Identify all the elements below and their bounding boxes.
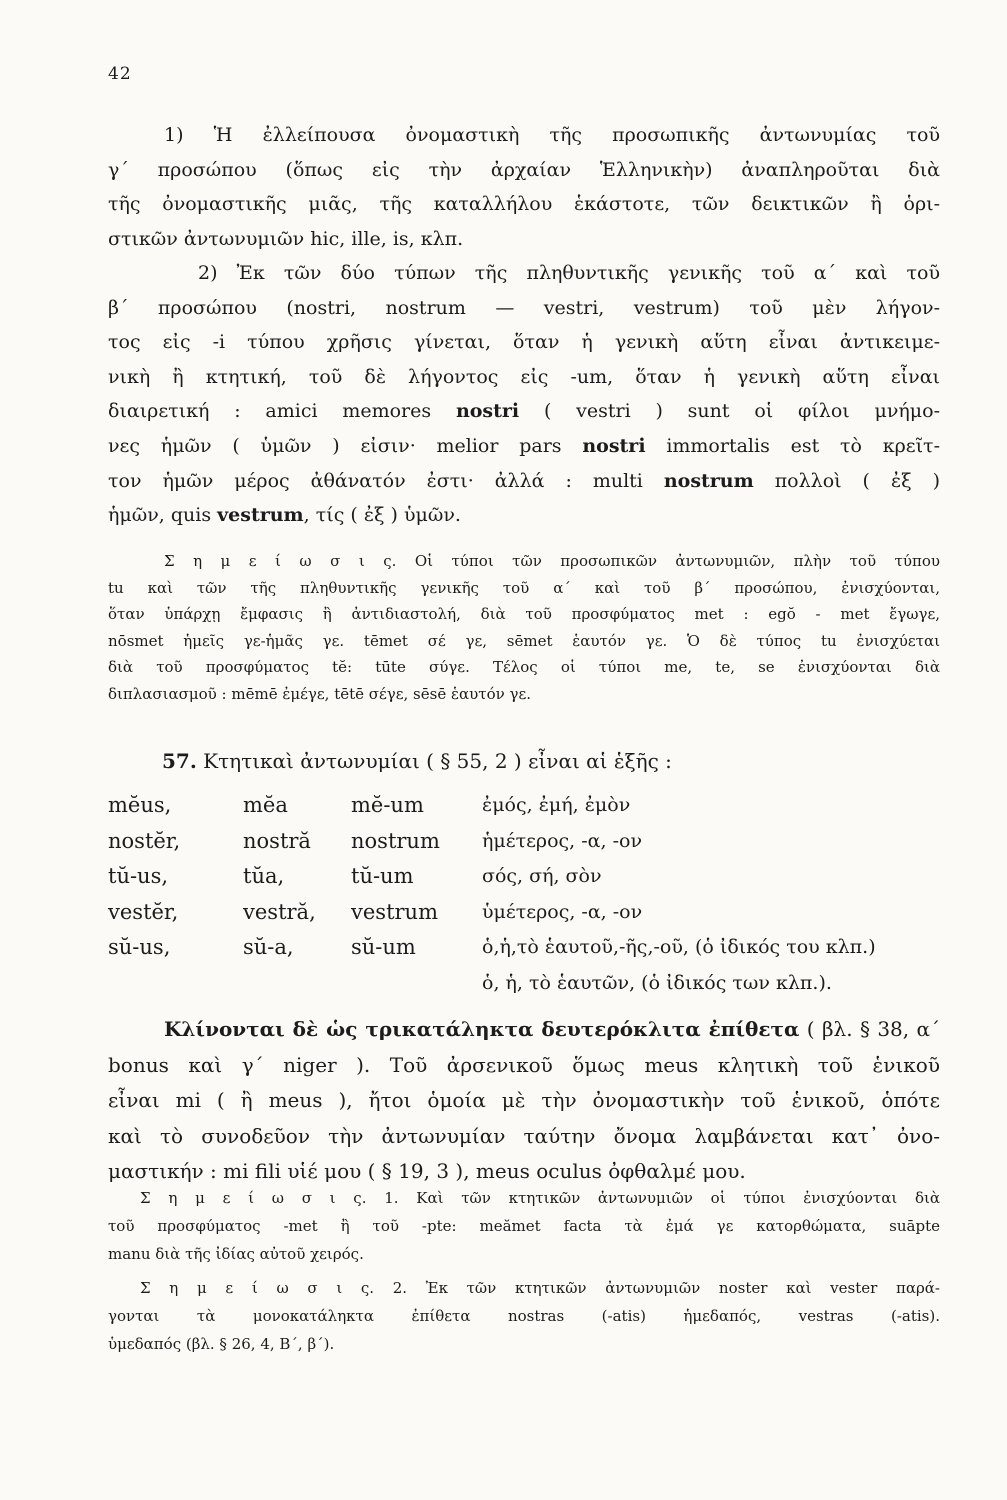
table-row xyxy=(108,930,940,966)
page-number: 42 xyxy=(108,64,132,84)
text-line: bonus καὶ γ΄ niger ). Τοῦ ἀρσενικοῦ ὅμως meus κλητικὴ τοῦ ἑνικοῦ xyxy=(108,1052,940,1077)
table-cell: tŭ-um xyxy=(351,864,414,888)
text-segment: immortalis est τὸ κρεῖτ- xyxy=(645,434,940,457)
note-line: Σ η μ ε ί ω σ ι ς. 1. Καὶ τῶν κτητικῶν ἀντωνυμιῶν οἱ τύποι ἐνισχύονται διὰ xyxy=(140,1189,940,1207)
text-segment: νες ἡμῶν ( ὑμῶν ) εἰσιν· melior pars xyxy=(108,434,583,457)
table-cell: sŭ-a, xyxy=(243,935,294,959)
section-57-heading xyxy=(108,744,940,778)
table-row xyxy=(108,895,940,931)
table-cell: mĕa xyxy=(243,793,288,817)
text-segment: , τίς ( ἐξ ) ὑμῶν. xyxy=(303,504,461,527)
table-row xyxy=(108,859,940,895)
text-line xyxy=(108,394,940,429)
table-cell: nostĕr, xyxy=(108,828,181,853)
text-segment: διαιρετική : amici memores xyxy=(108,400,456,423)
text-line: μαστικήν : mi fili υἱέ μου ( § 19, 3 ), meus oculus ὀφθαλμέ μου. xyxy=(108,1159,746,1183)
text-line xyxy=(108,498,940,533)
note-line: nōsmet ἡμεῖς γε-ἡμᾶς γε. tēmet σέ γε, sēmet ἑαυτόν γε. Ὁ δὲ τύπος tu ἐνισχύεται xyxy=(108,631,940,650)
possessive-table xyxy=(108,788,940,1001)
text-line: 1) Ἡ ἐλλείπουσα ὀνομαστικὴ τῆς προσωπικῆς ἀντωνυμίας τοῦ xyxy=(164,124,940,146)
table-cell: mĕus, xyxy=(108,793,172,817)
note-1 xyxy=(108,548,940,707)
note-2 xyxy=(108,1184,940,1268)
text-line xyxy=(108,1012,940,1048)
text-line: τος εἰς -i τύπου χρῆσις γίνεται, ὅταν ἡ γενικὴ αὕτη εἶναι ἀντικειμε- xyxy=(108,331,940,354)
note-line: Σ η μ ε ί ω σ ι ς. Οἱ τύποι τῶν προσωπικῶν ἀντωνυμιῶν, πλὴν τοῦ τύπου xyxy=(164,552,940,570)
section-title: Κτητικαὶ ἀντωνυμίαι ( § 55, 2 ) εἶναι αἱ ἑξῆς : xyxy=(203,749,672,773)
text-line: β΄ προσώπου (nostri, nostrum — vestri, vestrum) τοῦ μὲν λήγον- xyxy=(108,296,940,319)
table-cell: mĕ-um xyxy=(351,793,424,817)
note-line: διπλασιασμοῦ : mēmē ἐμέγε, tētē σέγε, sēsē ἑαυτόν γε. xyxy=(108,684,531,703)
text-segment: ἡμῶν, quis xyxy=(108,504,218,527)
table-cell: ὁ,ἡ,τὸ ἑαυτοῦ,-ῆς,-οῦ, (ὁ ἰδικός του κλπ.) xyxy=(482,936,876,958)
table-cell: vestrum xyxy=(351,899,438,924)
table-cell: ἐμός, ἐμή, ἐμὸν xyxy=(482,794,631,816)
table-cell: sŭ-us, xyxy=(108,935,171,959)
paragraph-2 xyxy=(108,256,940,533)
text-segment: τον ἡμῶν μέρος ἀθάνατόν ἐστι· ἀλλά : multi xyxy=(108,469,664,492)
note-line: Σ η μ ε ί ω σ ι ς. 2. Ἐκ τῶν κτητικῶν ἀντωνυμιῶν noster καὶ vester παρά- xyxy=(140,1279,940,1297)
table-row xyxy=(108,788,940,824)
text-segment: ( βλ. § 38, α΄ xyxy=(799,1017,940,1041)
text-line: νικὴ ἢ κτητική, τοῦ δὲ λήγοντος εἰς -um, ὅταν ἡ γενικὴ αὕτη εἶναι xyxy=(108,365,940,388)
note-3 xyxy=(108,1274,940,1358)
text-segment: πολλοὶ ( ἐξ ) xyxy=(753,469,940,492)
text-line: γ΄ προσώπου (ὅπως εἰς τὴν ἀρχαίαν Ἑλληνικὴν) ἀναπληροῦται διὰ xyxy=(108,158,940,181)
note-line: τοῦ προσφύματος -met ἢ τοῦ -pte: meămet facta τὰ ἐμά γε κατορθώματα, suāpte xyxy=(108,1217,940,1235)
text-line: 2) Ἐκ τῶν δύο τύπων τῆς πληθυντικῆς γενικῆς τοῦ α΄ καὶ τοῦ xyxy=(198,262,940,284)
paragraph-3 xyxy=(108,1012,940,1190)
text-line: καὶ τὸ συνοδεῦον τὴν ἀντωνυμίαν ταύτην ὄνομα λαμβάνεται κατ᾿ ὀνο- xyxy=(108,1123,940,1148)
note-line: manu διὰ τῆς ἰδίας αὐτοῦ χειρός. xyxy=(108,1245,364,1263)
text-line xyxy=(108,429,940,464)
table-cell: ἡμέτερος, -α, -ον xyxy=(482,829,642,852)
text-line xyxy=(108,464,940,499)
note-line: γονται τὰ μονοκατάληκτα ἐπίθετα nostras (-atis) ἡμεδαπός, vestras (-atis). xyxy=(108,1307,940,1325)
table-cell: nostrum xyxy=(351,828,440,853)
table-cell: vestĕr, xyxy=(108,899,179,924)
table-cell: ὁ, ἡ, τὸ ἑαυτῶν, (ὁ ἰδικός των κλπ.). xyxy=(482,971,832,994)
text-line: τῆς ὀνομαστικῆς μιᾶς, τῆς καταλλήλου ἑκάστοτε, τῶν δεικτικῶν ἢ ὁρι- xyxy=(108,193,940,216)
table-cell: σός, σή, σὸν xyxy=(482,865,602,887)
table-cell: vestră, xyxy=(243,899,316,924)
table-cell: tŭ-us, xyxy=(108,864,169,888)
bold-term: nostrum xyxy=(663,469,754,492)
text-line: στικῶν ἀντωνυμιῶν hic, ille, is, κλπ. xyxy=(108,227,464,250)
table-cell: ὑμέτερος, -α, -ον xyxy=(482,900,643,923)
section-number: 57. xyxy=(162,749,197,773)
note-line: διὰ τοῦ προσφύματος tĕ: tūte σύγε. Τέλος οἱ τύποι me, te, se ἐνισχύονται διὰ xyxy=(108,658,940,676)
text-line: εἶναι mi ( ἢ meus ), ἤτοι ὁμοία μὲ τὴν ὀνομαστικὴν τοῦ ἑνικοῦ, ὁπότε xyxy=(108,1088,940,1112)
text-segment: ( vestri ) sunt οἱ φίλοι μνήμο- xyxy=(519,400,940,423)
bold-term: nostri xyxy=(582,434,646,457)
table-row xyxy=(108,966,940,1002)
bold-phrase: Κλίνονται δὲ ὡς τρικατάληκτα δευτερόκλιτα ἐπίθετα xyxy=(164,1017,800,1041)
table-cell: tŭa, xyxy=(243,864,285,888)
table-cell: sŭ-um xyxy=(351,935,416,959)
note-line: tu καὶ τῶν τῆς πληθυντικῆς γενικῆς τοῦ α΄ καὶ τοῦ β΄ προσώπου, ἐνισχύονται, xyxy=(108,578,940,597)
bold-term: nostri xyxy=(455,400,520,423)
note-line: ὅταν ὑπάρχῃ ἔμφασις ἢ ἀντιδιαστολή, διὰ τοῦ προσφύματος met : egŏ - met ἔγωγε, xyxy=(108,605,940,623)
paragraph-1 xyxy=(108,118,940,256)
bold-term: vestrum xyxy=(217,504,304,527)
note-line: ὑμεδαπός (βλ. § 26, 4, Β΄, β΄). xyxy=(108,1335,335,1353)
table-cell: nostră xyxy=(243,828,311,853)
table-row xyxy=(108,824,940,860)
